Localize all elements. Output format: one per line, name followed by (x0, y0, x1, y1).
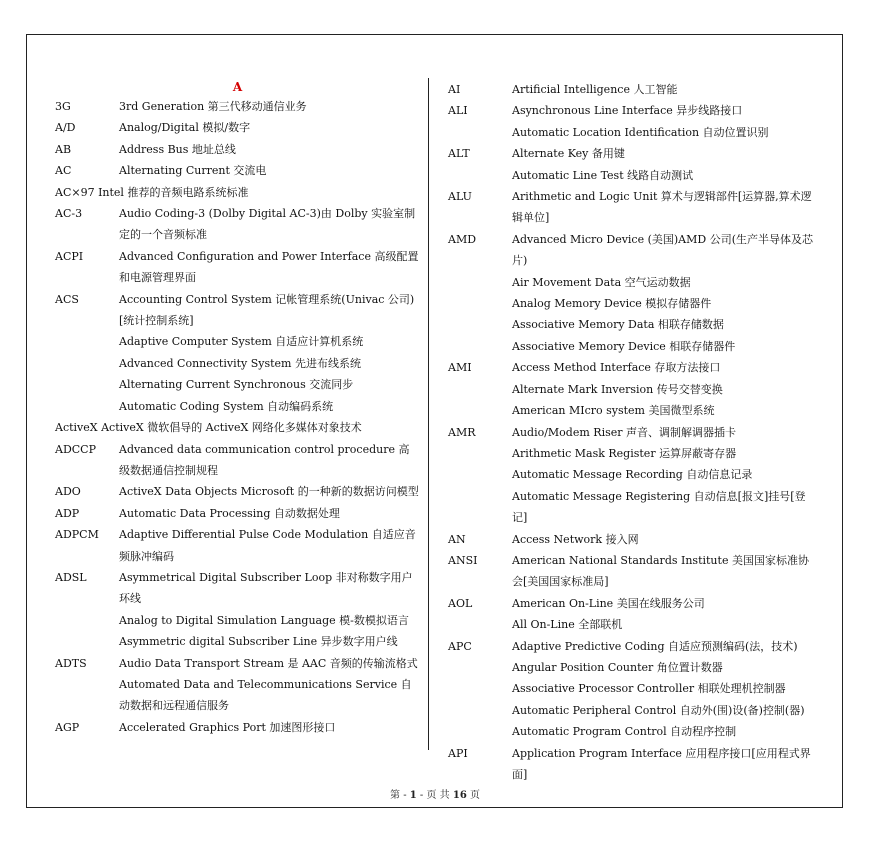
glossary-entry (55, 417, 420, 438)
glossary-entry (55, 524, 420, 567)
entry-definition: Access Network 接入网 (512, 532, 639, 546)
entry-definitions (119, 289, 420, 417)
entry-definition: ActiveX ActiveX 微软倡导的 ActiveX 网络化多媒体对象技术 (55, 421, 362, 435)
entry-definitions (512, 636, 813, 743)
footer-suffix: 页 (469, 790, 480, 801)
right-entry-list (448, 79, 813, 785)
glossary-entry (55, 117, 420, 138)
entry-definition: Associative Memory Data 相联存储数据 (512, 318, 724, 332)
entry-definitions (512, 550, 813, 593)
entry-definition: Analog/Digital 模拟/数字 (119, 121, 251, 135)
entry-definition: Audio Data Transport Stream 是 AAC 音频的传输流格式 (119, 656, 418, 670)
entry-definition: Alternating Current 交流电 (119, 164, 267, 178)
entry-definitions (119, 653, 420, 717)
entry-abbreviation: AGP (55, 720, 80, 734)
glossary-entry (448, 229, 813, 357)
glossary-entry (448, 357, 813, 421)
glossary-entry (448, 529, 813, 550)
entry-abbreviation: AMR (448, 425, 476, 439)
entry-abbreviation: AMI (448, 361, 472, 375)
glossary-entry (55, 182, 420, 203)
entry-definition: Adaptive Predictive Coding 自适应预测编码(法，技术) (512, 639, 798, 653)
entry-definition: Adaptive Differential Pulse Code Modulation 自适应音频脉冲编码 (119, 528, 416, 563)
entry-abbreviation: ADTS (55, 656, 87, 670)
entry-definitions (512, 743, 813, 786)
entry-definition: Advanced Connectivity System 先进布线系统 (119, 356, 361, 370)
entry-abbreviation: AN (448, 532, 466, 546)
entry-definitions (512, 143, 813, 186)
glossary-entry (448, 743, 813, 786)
right-column (448, 79, 813, 785)
entry-abbreviation: ACPI (55, 249, 84, 263)
entry-definition: Address Bus 地址总线 (119, 142, 236, 156)
entry-definition: American On-Line 美国在线服务公司 (512, 596, 705, 610)
entry-definition: AC×97 Intel 推荐的音频电路系统标准 (55, 185, 249, 199)
entry-definition: Asynchronous Line Interface 异步线路接口 (512, 104, 743, 118)
entry-definitions (119, 96, 420, 117)
entry-abbreviation: AOL (448, 596, 473, 610)
entry-abbreviation: ALT (448, 147, 470, 161)
entry-definitions (512, 186, 813, 229)
entry-definitions (119, 481, 420, 502)
glossary-entry (55, 481, 420, 502)
glossary-entry (55, 717, 420, 738)
entry-definitions (119, 139, 420, 160)
glossary-entry (448, 143, 813, 186)
entry-abbreviation: AC-3 (55, 207, 83, 221)
entry-definitions (512, 529, 813, 550)
entry-definitions (512, 422, 813, 529)
entry-definition: Automatic Data Processing 自动数据处理 (119, 506, 340, 520)
glossary-entry (448, 79, 813, 100)
entry-abbreviation: AMD (448, 232, 477, 246)
entry-abbreviation: AB (55, 142, 72, 156)
footer-current-page: 1 (409, 790, 417, 801)
entry-definition: Asymmetric digital Subscriber Line 异步数字用户线 (119, 635, 398, 649)
entry-definition: American MIcro system 美国微型系统 (512, 404, 715, 418)
entry-abbreviation: ADSL (55, 570, 87, 584)
entry-definition: Access Method Interface 存取方法接口 (512, 361, 721, 375)
glossary-entry (55, 160, 420, 181)
entry-abbreviation: ANSI (448, 553, 478, 567)
entry-definition: Asymmetrical Digital Subscriber Loop 非对称数字用户环线 (119, 570, 413, 606)
glossary-entry (448, 422, 813, 529)
glossary-entry (448, 593, 813, 636)
entry-definition: Analog Memory Device 模拟存储器件 (512, 297, 712, 311)
glossary-entry (55, 203, 420, 246)
footer-prefix: 第 - (390, 790, 407, 801)
entry-definition: Automatic Line Test 线路自动测试 (512, 168, 694, 182)
left-entry-list (55, 96, 420, 738)
entry-definitions (119, 246, 420, 289)
entry-definition: Alternating Current Synchronous 交流同步 (119, 378, 354, 392)
entry-definition: Associative Memory Device 相联存储器件 (512, 339, 736, 353)
entry-definition: Advanced Configuration and Power Interface 高级配置和电源管理界面 (119, 249, 419, 285)
entry-definition: Advanced data communication control procedure 高级数据通信控制规程 (119, 442, 410, 477)
entry-definition: Analog to Digital Simulation Language 模-数模拟语言 (119, 613, 409, 627)
glossary-entry (55, 289, 420, 417)
entry-definition: Automatic Message Recording 自动信息记录 (512, 468, 753, 482)
entry-definition: Arithmetic and Logic Unit 算术与逻辑部件[运算器,算术逻辑单位] (512, 190, 812, 225)
entry-definitions (119, 717, 420, 738)
entry-definition: Alternate Mark Inversion 传号交替变换 (512, 382, 723, 396)
entry-abbreviation: ADP (55, 506, 80, 520)
entry-definition: Adaptive Computer System 自适应计算机系统 (119, 335, 364, 349)
entry-definition: Accounting Control System 记帐管理系统(Univac 公司)[统计控制系统] (119, 292, 415, 328)
entry-definitions (512, 229, 813, 357)
entry-definition: Alternate Key 备用键 (512, 147, 625, 161)
footer-mid: - 页 共 (419, 790, 450, 801)
entry-definition: Associative Processor Controller 相联处理机控制器 (512, 682, 786, 696)
entry-definition: Automatic Program Control 自动程序控制 (512, 725, 737, 739)
glossary-entry (448, 100, 813, 143)
section-letter: A (232, 80, 243, 94)
entry-definition: Air Movement Data 空气运动数据 (512, 275, 691, 289)
glossary-entry (55, 567, 420, 653)
entry-definitions (119, 524, 420, 567)
entry-definition: Accelerated Graphics Port 加速图形接口 (119, 720, 336, 734)
entry-abbreviation: API (448, 746, 468, 760)
entry-definition: 3rd Generation 第三代移动通信业务 (119, 100, 307, 113)
entry-abbreviation: A/D (55, 121, 76, 135)
entry-definition: All On-Line 全部联机 (512, 618, 623, 632)
page-footer (0, 786, 870, 801)
column-divider (428, 78, 429, 750)
entry-definition: Artificial Intelligence 人工智能 (512, 83, 678, 96)
glossary-entry (448, 186, 813, 229)
entry-definition: Advanced Micro Device (美国)AMD 公司(生产半导体及芯片) (512, 232, 813, 268)
entry-definition: Arithmetic Mask Register 运算屏蔽寄存器 (512, 446, 737, 460)
entry-definitions (512, 100, 813, 143)
entry-definitions (119, 503, 420, 524)
entry-definitions (55, 182, 420, 203)
glossary-entry (55, 96, 420, 117)
entry-definition: Automatic Coding System 自动编码系统 (119, 399, 334, 413)
glossary-entry (55, 246, 420, 289)
entry-abbreviation: AI (448, 83, 461, 96)
entry-definitions (119, 160, 420, 181)
entry-abbreviation: ADCCP (55, 442, 96, 456)
entry-definition: Audio/Modem Riser 声音、调制解调器插卡 (512, 425, 736, 439)
entry-definitions (512, 593, 813, 636)
glossary-entry (448, 550, 813, 593)
entry-abbreviation: ADPCM (55, 528, 99, 542)
entry-abbreviation: ALI (448, 104, 468, 118)
entry-definitions (119, 567, 420, 653)
entry-abbreviation: ACS (55, 292, 79, 306)
entry-definition: Automatic Message Registering 自动信息[报文]挂号[登记] (512, 489, 806, 525)
glossary-entry (55, 139, 420, 160)
entry-definitions (119, 117, 420, 138)
entry-definitions (512, 79, 813, 100)
entry-abbreviation: ALU (448, 190, 472, 204)
entry-definition: American National Standards Institute 美国国家标准协会[美国国家标准局] (512, 553, 809, 589)
entry-definition: Automated Data and Telecommunications Service 自动数据和远程通信服务 (119, 677, 412, 713)
entry-definition: ActiveX Data Objects Microsoft 的一种新的数据访问模型 (119, 485, 419, 499)
entry-definition: Automatic Peripheral Control 自动外(围)设(备)控制(器) (512, 703, 805, 717)
glossary-entry (55, 503, 420, 524)
entry-abbreviation: 3G (55, 100, 71, 113)
entry-definition: Audio Coding-3 (Dolby Digital AC-3)由 Dolby 实验室制定的一个音频标准 (119, 207, 416, 242)
entry-definitions (119, 203, 420, 246)
entry-definition: Application Program Interface 应用程序接口[应用程式界面] (512, 746, 811, 781)
left-column (55, 79, 420, 738)
glossary-entry (55, 439, 420, 482)
entry-abbreviation: APC (448, 639, 472, 653)
entry-definition: Angular Position Counter 角位置计数器 (512, 660, 723, 674)
entry-definitions (55, 417, 420, 438)
footer-total-pages: 16 (452, 790, 467, 801)
entry-definitions (119, 439, 420, 482)
glossary-entry (448, 636, 813, 743)
entry-abbreviation: AC (55, 164, 72, 178)
entry-definition: Automatic Location Identification 自动位置识别 (512, 125, 769, 139)
entry-definitions (512, 357, 813, 421)
glossary-entry (55, 653, 420, 717)
entry-abbreviation: ADO (55, 485, 81, 499)
